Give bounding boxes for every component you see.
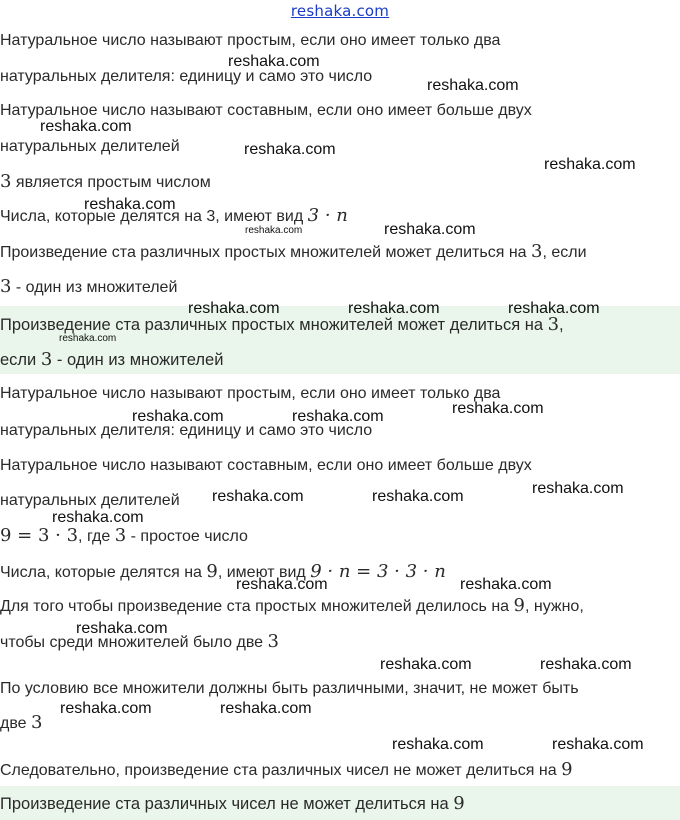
math-three: 3 bbox=[40, 349, 53, 370]
conclusion-text: Следовательно, произведение ста различных чисел не может делиться на bbox=[0, 762, 562, 779]
math-nine: 9 bbox=[513, 595, 525, 616]
watermark: reshaka.com bbox=[40, 118, 132, 135]
math-nine-equals: 9 = 3 · 3 bbox=[0, 525, 79, 546]
watermark: reshaka.com bbox=[508, 300, 600, 317]
math-three: 3 bbox=[547, 314, 560, 335]
math-nine: 9 bbox=[453, 793, 465, 814]
watermark: reshaka.com bbox=[384, 221, 476, 238]
math-nine-n: 9 · n = 3 · 3 · n bbox=[310, 561, 446, 582]
answer-1-line-2 bbox=[0, 350, 680, 370]
condition-line-1-text: Для того чтобы произведение ста простых множителей делилось на bbox=[0, 598, 514, 615]
prime-definition-line-1: Натуральное число называют простым, если оно имеет только два bbox=[0, 32, 501, 49]
watermark: reshaka.com bbox=[348, 300, 440, 317]
watermark: reshaka.com bbox=[188, 300, 280, 317]
divisible-by-nine-text: Числа, которые делятся на bbox=[0, 564, 207, 581]
watermark: reshaka.com bbox=[292, 408, 384, 425]
product-line-2 bbox=[0, 277, 680, 298]
watermark: reshaka.com bbox=[244, 141, 336, 158]
watermark: reshaka.com bbox=[76, 620, 168, 637]
product-line-1 bbox=[0, 242, 680, 263]
condition-line-1 bbox=[0, 596, 680, 617]
watermark: reshaka.com bbox=[452, 400, 544, 417]
composite-definition-line-1: Натуральное число называют составным, если оно имеет больше двух bbox=[0, 457, 532, 474]
answer-1-line-1-text: Произведение ста различных простых множителей может делиться на bbox=[0, 316, 548, 334]
nine-equals-text: , где bbox=[78, 528, 115, 545]
math-three: 3 bbox=[267, 631, 279, 652]
prime-definition-line-2: натуральных делителя: единицу и само это число bbox=[0, 422, 373, 439]
watermark: reshaka.com bbox=[60, 700, 152, 717]
prime-definition-line-2: натуральных делителя: единицу и само это число bbox=[0, 68, 373, 85]
watermark: reshaka.com bbox=[552, 736, 644, 753]
nine-equals-tail: - простое число bbox=[126, 528, 248, 545]
watermark: reshaka.com bbox=[427, 77, 519, 94]
composite-definition-line-1: Натуральное число называют составным, если оно имеет больше двух bbox=[0, 102, 532, 119]
watermark: reshaka.com bbox=[460, 576, 552, 593]
watermark: reshaka.com bbox=[236, 576, 328, 593]
math-three: 3 bbox=[0, 171, 12, 192]
composite-definition-line-2: натуральных делителей bbox=[0, 138, 180, 155]
watermark: reshaka.com bbox=[132, 408, 224, 425]
answer-2-text: Произведение ста различных чисел не может делиться на bbox=[0, 795, 454, 813]
watermark: reshaka.com bbox=[228, 53, 320, 70]
watermark: reshaka.com bbox=[372, 488, 464, 505]
divisible-by-nine-mid: , имеют вид bbox=[217, 564, 311, 581]
answer-1-line-1 bbox=[0, 315, 680, 335]
watermark: reshaka.com bbox=[544, 156, 636, 173]
watermark: reshaka.com bbox=[380, 656, 472, 673]
math-three: 3 bbox=[114, 525, 127, 546]
answer-2-line bbox=[0, 794, 680, 814]
three-is-prime-text: является простым числом bbox=[11, 174, 211, 191]
answer-1-line-2-text: если bbox=[0, 351, 41, 369]
watermark: reshaka.com bbox=[540, 656, 632, 673]
watermark: reshaka.com bbox=[532, 480, 624, 497]
condition-line-2-text: чтобы среди множителей было две bbox=[0, 634, 268, 651]
watermark: reshaka.com bbox=[220, 700, 312, 717]
divisible-by-three-text: Числа, которые делятся на 3, имеют вид bbox=[0, 208, 308, 225]
product-line-2-text: - один из множителей bbox=[11, 279, 178, 296]
condition-line-1-tail: , нужно, bbox=[524, 598, 584, 615]
distinct-line-1: По условию все множители должны быть различными, значит, не может быть bbox=[0, 680, 579, 697]
conclusion-line bbox=[0, 760, 680, 781]
watermark: reshaka.com bbox=[392, 736, 484, 753]
nine-equals-line bbox=[0, 526, 680, 547]
math-nine: 9 bbox=[206, 561, 218, 582]
math-three: 3 bbox=[31, 712, 43, 733]
answer-box-2 bbox=[0, 786, 680, 820]
answer-1-line-2-tail: - один из множителей bbox=[52, 351, 224, 369]
math-three-n: 3 · n bbox=[307, 205, 348, 226]
watermark: reshaka.com bbox=[212, 488, 304, 505]
product-line-1-text: Произведение ста различных простых множителей может делиться на bbox=[0, 244, 531, 261]
composite-definition-line-2: натуральных делителей bbox=[0, 492, 180, 509]
answer-1-line-1-tail: , bbox=[559, 316, 564, 334]
watermark: reshaka.com bbox=[84, 196, 176, 213]
math-three: 3 bbox=[0, 276, 12, 297]
distinct-line-2-text: две bbox=[0, 715, 31, 732]
watermark: reshaka.com bbox=[59, 333, 117, 344]
three-is-prime-line bbox=[0, 172, 680, 193]
prime-definition-line-1: Натуральное число называют простым, если оно имеет только два bbox=[0, 385, 501, 402]
math-three: 3 bbox=[531, 241, 543, 262]
divisible-by-nine-line bbox=[0, 562, 680, 583]
watermark: reshaka.com bbox=[245, 225, 303, 236]
product-line-1-tail: , если bbox=[542, 244, 587, 261]
math-nine: 9 bbox=[561, 759, 573, 780]
site-header-link[interactable]: reshaka.com bbox=[290, 2, 390, 20]
watermark: reshaka.com bbox=[52, 509, 144, 526]
